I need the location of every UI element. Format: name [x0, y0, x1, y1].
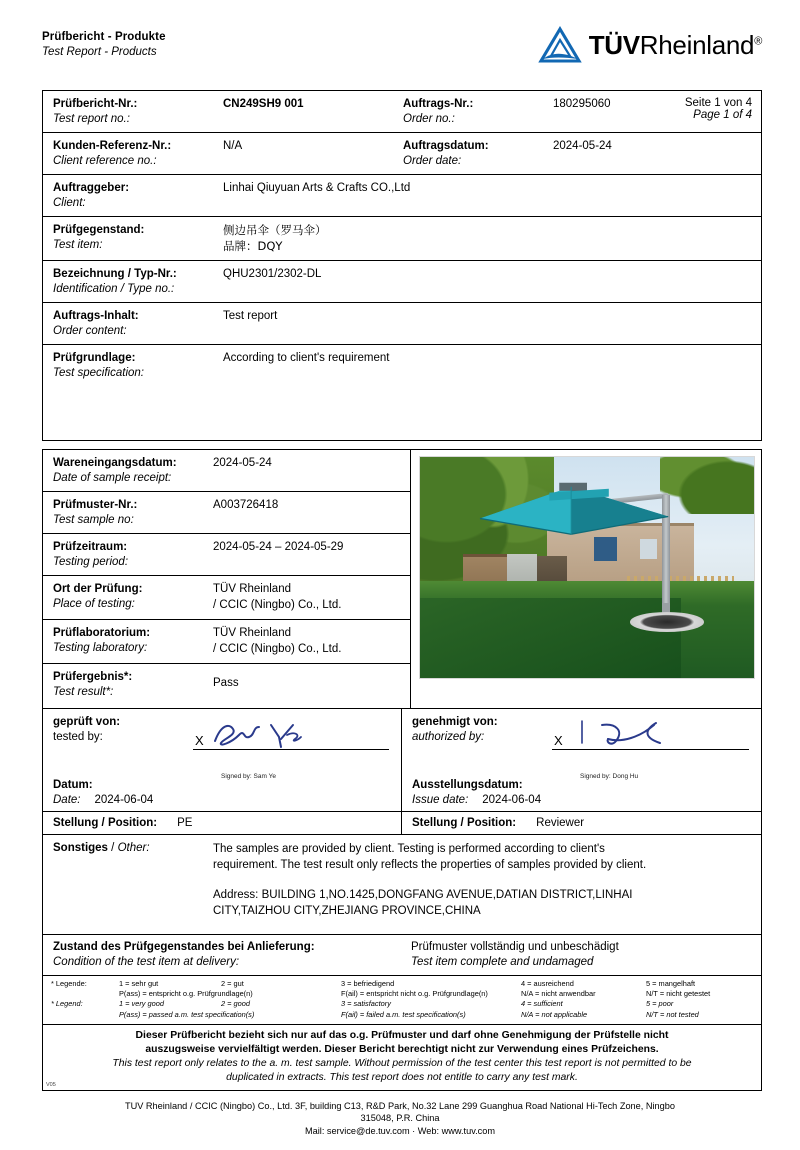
place-of-testing-label-de: Ort der Prüfung:: [53, 583, 143, 595]
logo-tuv-text: TÜV: [588, 30, 640, 60]
testing-lab-label: [43, 620, 213, 663]
condition-label-en: Condition of the test item at delivery:: [53, 956, 240, 968]
test-result-value: Pass: [213, 677, 239, 689]
testing-period-label-en: Testing period:: [53, 555, 129, 568]
sample-receipt-label-en: Date of sample receipt:: [53, 471, 172, 484]
test-item-value: [213, 217, 761, 260]
legend-block: [43, 976, 761, 1025]
other-gap: [213, 873, 745, 888]
legend-de-1-1: 1 = sehr gut: [119, 979, 159, 988]
sample-receipt-label: [43, 450, 213, 491]
testing-lab-value: [213, 620, 410, 663]
report-no-label: [43, 91, 213, 132]
legend-label-en: * Legend:: [51, 999, 83, 1009]
legend-en-1-2: 2 = good: [221, 999, 250, 1009]
client-label-de: Auftraggeber:: [53, 182, 130, 194]
tested-date: [53, 778, 401, 807]
sample-details-column: [43, 450, 411, 708]
legend-de-1-3: 3 = befriedigend: [341, 979, 395, 988]
table-row: [43, 534, 410, 576]
place-of-testing-value: [213, 576, 410, 619]
signature-band: [43, 709, 761, 812]
other-label-sep: /: [107, 842, 118, 854]
table-row: [43, 217, 761, 261]
order-date-label: [393, 133, 543, 174]
order-content-value: Test report: [223, 310, 278, 322]
legend-de-2-3: N/A = nicht anwendbar: [521, 989, 596, 999]
legend-en-2-3: N/A = not applicable: [521, 1009, 588, 1019]
table-row: [43, 91, 761, 133]
sample-photo-cell: [411, 450, 763, 708]
testing-lab-label-en: Testing laboratory:: [53, 641, 148, 654]
place-of-testing-line1: TÜV Rheinland: [213, 583, 291, 595]
authorized-by-label-en: authorized by:: [412, 730, 485, 743]
legend-row-en-1: [51, 999, 761, 1009]
logo-wordmark: [589, 32, 762, 58]
legend-de-2-1: P(ass) = entspricht o.g. Prüfgrundlage(n): [119, 989, 253, 999]
tested-by-signature-icon: [209, 717, 329, 751]
tested-date-label-en: Date:: [53, 793, 81, 806]
disclaimer-en-1: This test report only relates to the a. m. test sample. Without permission of the test center this test report is not permitted to be: [112, 1057, 692, 1069]
client-ref-label: [43, 133, 213, 174]
table-row: [43, 175, 761, 217]
footer-contact-line: Mail: service@de.tuv.com · Web: www.tuv.com: [304, 1126, 496, 1136]
authorized-by-label-de: genehmigt von:: [412, 716, 498, 728]
identification-label: [43, 261, 213, 302]
authorized-position-value: Reviewer: [536, 817, 585, 829]
table-row: [43, 576, 410, 620]
photo-umbrella-base: [630, 612, 703, 632]
test-report-page: [0, 30, 800, 1150]
logo-rheinland-text: Rheinland: [639, 30, 755, 60]
report-no-label-de: Prüfbericht-Nr.:: [53, 98, 138, 110]
place-of-testing-label: [43, 576, 213, 619]
place-of-testing-label-en: Place of testing:: [53, 597, 135, 610]
legend-de-2-2: F(ail) = entspricht nicht o.g. Prüfgrundlage(n): [341, 989, 488, 999]
table-row: [43, 303, 761, 345]
tested-date-row: [53, 793, 401, 808]
photo-umbrella-canopy: [420, 457, 754, 678]
disclaimer-de-1: Dieser Prüfbericht bezieht sich nur auf das o.g. Prüfmuster und darf ohne Genehmigung der Prüfstelle nicht: [135, 1029, 669, 1041]
tested-by-signed-text: Signed by: Sam Ye: [221, 773, 276, 780]
issue-date-value: 2024-06-04: [482, 793, 542, 806]
table-row: [43, 450, 410, 492]
sample-no-label-en: Test sample no:: [53, 513, 134, 526]
tested-by-x-mark: X: [195, 733, 204, 748]
legend-en-1-5: 5 = poor: [646, 999, 674, 1009]
tested-by-label-en: tested by:: [53, 730, 103, 743]
client-label: [43, 175, 213, 216]
tested-position-label: Stellung / Position:: [53, 817, 158, 829]
other-notes-row: [43, 835, 761, 935]
client-label-en: Client:: [53, 196, 86, 209]
condition-value: [411, 935, 761, 975]
sample-photo: [419, 456, 755, 679]
test-result-label-en: Test result*:: [53, 685, 114, 698]
footer-address-line-2: 315048, P.R. China: [360, 1113, 440, 1124]
testing-lab-line2: / CCIC (Ningbo) Co., Ltd.: [213, 642, 342, 655]
sample-details-table: [42, 449, 762, 1091]
tested-date-value: 2024-06-04: [94, 793, 154, 806]
legend-de-1-5: 5 = mangelhaft: [646, 979, 696, 988]
tuv-triangle-icon: [538, 26, 582, 64]
tested-by-signature-line: [193, 749, 389, 750]
order-content-label-de: Auftrags-Inhalt:: [53, 310, 139, 322]
legend-en-2-2: F(ail) = failed a.m. test specification(s): [341, 1009, 466, 1019]
footer-address-line-1: TUV Rheinland / CCIC (Ningbo) Co., Ltd. 3F, building C13, R&D Park, No.32 Lane 299 Guanghua Road National Hi-Tech Zone, Ningbo: [124, 1100, 675, 1111]
legend-row-de-2: [51, 989, 761, 999]
test-spec-value: According to client's requirement: [223, 352, 390, 364]
page-spacer: [651, 133, 761, 174]
order-no-value: 180295060: [553, 98, 611, 110]
testing-period-value: 2024-05-24 – 2024-05-29: [213, 541, 344, 553]
disclaimer-en-2: duplicated in extracts. This test report does not entitle to carry any test mark.: [226, 1071, 578, 1083]
sample-photo-split: [43, 450, 761, 709]
test-item-value-cn1: 侧边吊伞（罗马伞）: [223, 223, 327, 237]
client-ref-value: N/A: [223, 140, 243, 152]
test-spec-label: [43, 345, 213, 440]
test-item-value-cn2: 品牌：DQY: [223, 238, 283, 253]
table-row: [43, 620, 410, 664]
test-item-label-en: Test item:: [53, 238, 103, 251]
logo-registered-mark: ®: [754, 35, 762, 48]
other-address-line-2: CITY,TAIZHOU CITY,ZHEJIANG PROVINCE,CHINA: [213, 904, 481, 917]
order-no-label-en: Order no.:: [403, 112, 455, 125]
tuv-rheinland-logo: [538, 26, 762, 64]
other-body: [213, 835, 761, 934]
report-table: [42, 90, 762, 441]
condition-label: [43, 935, 411, 975]
authorized-position: [402, 812, 761, 834]
issue-date: [412, 778, 761, 807]
test-spec-label-en: Test specification:: [53, 366, 144, 379]
tested-by-label-de: geprüft von:: [53, 716, 121, 728]
condition-value-en: Test item complete and undamaged: [411, 956, 594, 968]
legend-de-1-2: 2 = gut: [221, 979, 244, 988]
legend-de-2-4: N/T = nicht getestet: [646, 989, 711, 999]
testing-lab-line1: TÜV Rheinland: [213, 627, 291, 639]
legend-label-de: * Legende:: [51, 979, 87, 988]
test-item-label: [43, 217, 213, 260]
legend-en-1-1: 1 = very good: [119, 999, 164, 1009]
sample-no-value: A003726418: [213, 499, 279, 511]
report-no-value: CN249SH9 001: [223, 98, 304, 110]
test-result-label: [43, 664, 213, 708]
order-no-label: [393, 91, 543, 132]
order-content-label-en: Order content:: [53, 324, 127, 337]
table-row: [43, 345, 761, 441]
issue-date-row: [412, 793, 761, 808]
page-footer: [60, 1100, 740, 1138]
authorized-by-signed-text: Signed by: Dong Hu: [580, 773, 639, 780]
authorized-by-signature-line: [552, 749, 749, 750]
client-ref-label-de: Kunden-Referenz-Nr.:: [53, 140, 172, 152]
order-no-label-de: Auftrags-Nr.:: [403, 98, 474, 110]
other-label-de: Sonstiges: [53, 842, 108, 854]
condition-value-de: Prüfmuster vollständig und unbeschädigt: [411, 941, 619, 953]
issue-date-label-de: Ausstellungsdatum:: [412, 779, 523, 791]
client-ref-label-en: Client reference no.:: [53, 154, 157, 167]
order-date-label-en: Order date:: [403, 154, 462, 167]
tested-by-block: [43, 709, 402, 811]
report-title-en: Test Report - Products: [42, 46, 157, 58]
table-row: [43, 133, 761, 175]
test-result-label-de: Prüfergebnis*:: [53, 671, 133, 683]
page-indicator-de: Seite 1 von 4: [684, 97, 752, 109]
document-version: V05: [46, 1081, 56, 1088]
page-header: [42, 30, 762, 82]
legend-de-2-spacer: [51, 989, 119, 999]
table-row: [43, 664, 410, 708]
testing-period-label-de: Prüfzeitraum:: [53, 541, 128, 553]
position-row: [43, 812, 761, 835]
legend-en-1-4: 4 = sufficient: [521, 999, 563, 1009]
disclaimer-block: [43, 1025, 761, 1091]
legend-row-de-1: [51, 979, 761, 989]
test-spec-label-de: Prüfgrundlage:: [53, 352, 136, 364]
authorized-by-block: [402, 709, 761, 811]
legend-en-2-1: P(ass) = passed a.m. test specification(s): [119, 1009, 255, 1019]
other-label: [43, 835, 213, 934]
order-content-label: [43, 303, 213, 344]
legend-en-1-3: 3 = satisfactory: [341, 999, 391, 1009]
tested-position-value: PE: [177, 817, 193, 829]
page-indicator-en: Page 1 of 4: [693, 109, 752, 121]
authorized-position-label: Stellung / Position:: [412, 817, 517, 829]
identification-label-en: Identification / Type no.:: [53, 282, 175, 295]
other-line-1: The samples are provided by client. Testing is performed according to client's: [213, 843, 605, 855]
table-row: [43, 261, 761, 303]
legend-row-en-2: [51, 1010, 761, 1020]
report-no-label-en: Test report no.:: [53, 112, 130, 125]
legend-en-2-spacer: [51, 1010, 119, 1020]
authorized-by-x-mark: X: [554, 733, 563, 748]
sample-receipt-label-de: Wareneingangsdatum:: [53, 457, 177, 469]
testing-lab-label-de: Prüflaboratorium:: [53, 627, 151, 639]
identification-label-de: Bezeichnung / Typ-Nr.:: [53, 268, 177, 280]
tested-date-label-de: Datum:: [53, 779, 93, 791]
place-of-testing-line2: / CCIC (Ningbo) Co., Ltd.: [213, 598, 342, 611]
order-date-value: 2024-05-24: [553, 140, 612, 152]
authorized-by-signature-icon: [568, 717, 688, 751]
testing-period-label: [43, 534, 213, 575]
sample-no-label-de: Prüfmuster-Nr.:: [53, 499, 138, 511]
other-label-en: Other:: [117, 842, 150, 854]
client-value: Linhai Qiuyuan Arts & Crafts CO.,Ltd: [223, 182, 411, 194]
legend-de-1-4: 4 = ausreichend: [521, 979, 574, 988]
condition-row: [43, 935, 761, 976]
sample-no-label: [43, 492, 213, 533]
tested-position: [43, 812, 402, 834]
legend-en-2-4: N/T = not tested: [646, 1009, 699, 1019]
table-row: [43, 492, 410, 534]
sample-receipt-value: 2024-05-24: [213, 457, 272, 469]
page-indicator: [651, 91, 761, 132]
identification-value: QHU2301/2302-DL: [223, 268, 322, 280]
test-item-label-de: Prüfgegenstand:: [53, 224, 145, 236]
issue-date-label-en: Issue date:: [412, 793, 469, 806]
other-line-2: requirement. The test result only reflects the properties of samples provided by client.: [213, 858, 647, 871]
disclaimer-de-2: auszugsweise vervielfältigt werden. Dieser Bericht berechtigt nicht zur Verwendung eines Prüfzeichens.: [145, 1043, 659, 1055]
condition-label-de: Zustand des Prüfgegenstandes bei Anlieferung:: [53, 941, 315, 953]
report-title-de: Prüfbericht - Produkte: [42, 31, 166, 43]
order-date-label-de: Auftragsdatum:: [403, 140, 489, 152]
other-address-line-1: Address: BUILDING 1,NO.1425,DONGFANG AVENUE,DATIAN DISTRICT,LINHAI: [213, 889, 633, 901]
